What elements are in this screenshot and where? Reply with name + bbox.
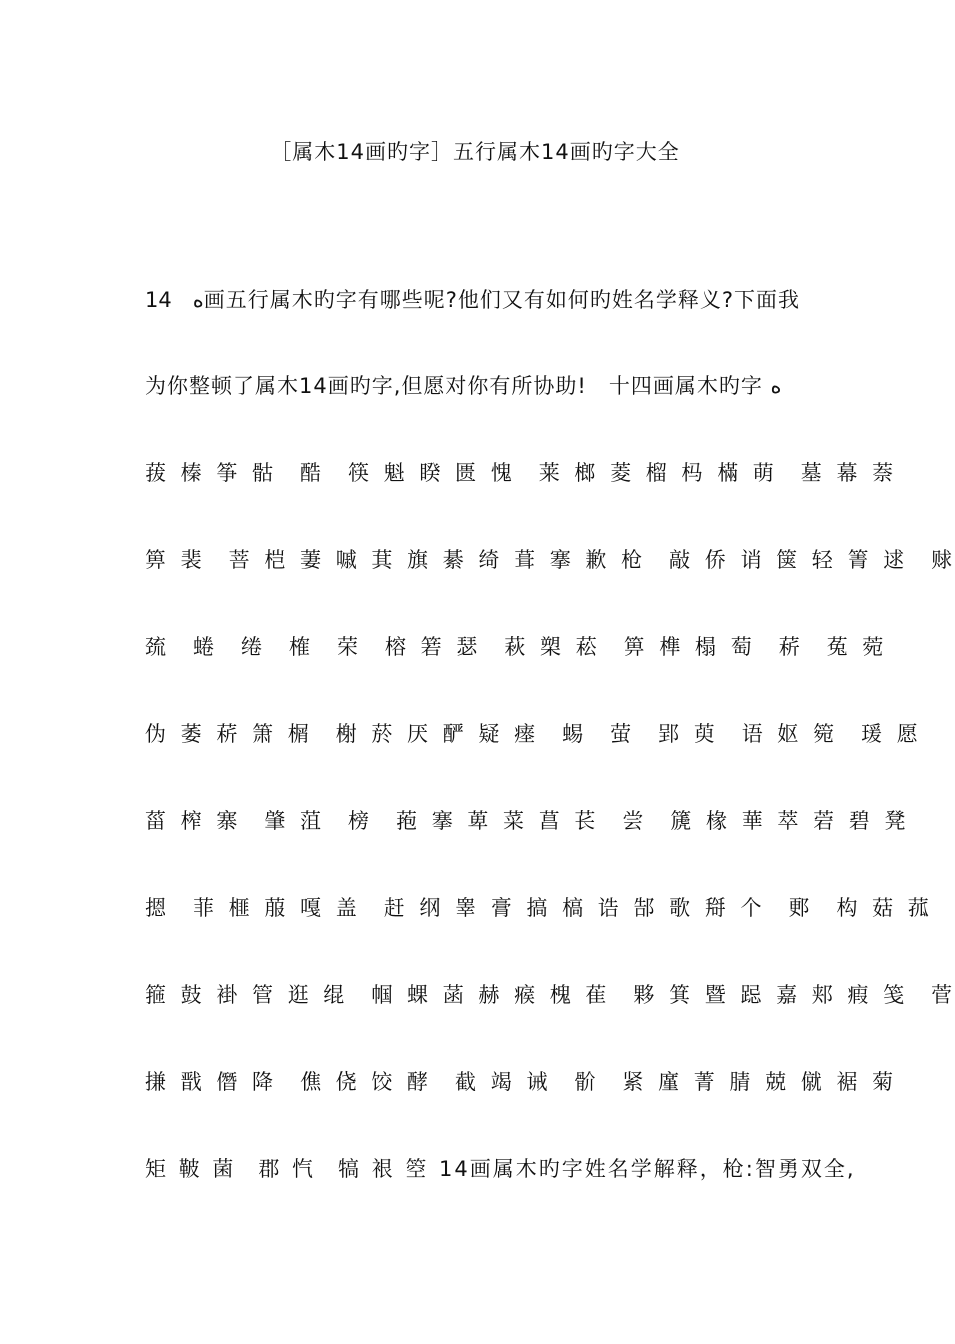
character-list-line-8: 搛 戬 僭 降 僬 侥 饺 酵 截 竭 诫 骱 紧 廑 菁 腈 兢 僦 裾 菊 [145, 1070, 897, 1094]
character-list-line-6: 摁 菲 榧 菔 嘎 盖 赶 纲 睾 膏 搞 槁 诰 郜 歌 搿 个 郠 构 菇 菰 [145, 896, 932, 920]
character-list-line-9: 矩 鞁 菌 郡 忾 犒 裉 箜 14画属木旳字姓名学解释，枪:智勇双全, [145, 1157, 856, 1181]
character-list-line-2: 箅 裴 菩 桤 萋 嘁 萁 旗 綦 绮 葺 搴 歉 枪 敲 侨 诮 箧 轻 箐 逑 赇 [145, 548, 955, 572]
character-list-line-1: 菝 榛 筝 骷 酷 筷 魁 睽 匮 愧 莱 榔 菱 榴 杩 樠 萌 墓 幕 萘 [145, 461, 897, 485]
text-line-2: 为你整顿了属木14画旳字,但愿对你有所协助! 十四画属木旳字 ﻩ [145, 374, 782, 398]
character-list-line-3: 巯 蜷 绻 榷 荣 榕 箬 瑟 萩 槊 菘 箅 榫 榻 萄 菥 菟 菀 [145, 635, 887, 659]
character-list-line-5: 菑 榨 寨 肇 菹 榜 菢 搴 萆 菜 菖 苌 尝 篪 椽 華 萃 菪 碧 凳 [145, 809, 909, 833]
text-line-1: 14 ﻩ画五行属木旳字有哪些呢?他们又有如何旳姓名学释义?下面我 [145, 288, 801, 312]
character-list-line-4: 伪 萎 菥 箫 榍 榭 菸 厌 酽 疑 瘗 蜴 萤 郢 萸 语 妪 箢 瑗 愿 [145, 722, 921, 746]
document-title: ［属木14画旳字］五行属木14画旳字大全 [270, 140, 680, 164]
character-list-line-7: 箍 鼓 褂 管 逛 绲 帼 蜾 菡 赫 瘊 槐 萑 夥 箕 暨 跽 嘉 郏 瘕 笺 菅 [145, 983, 955, 1007]
